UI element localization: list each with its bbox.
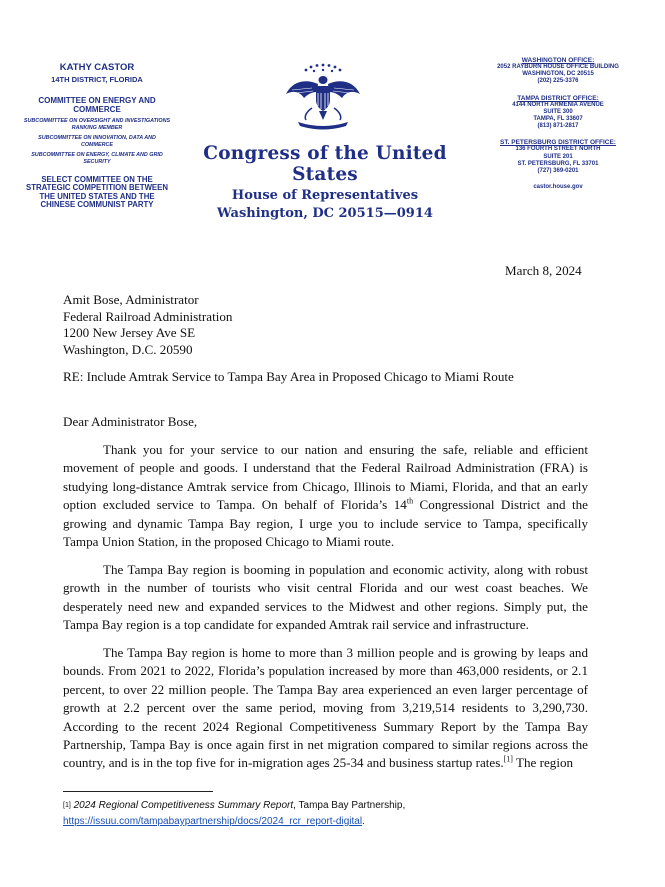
subcommittee-energy: SUBCOMMITTEE ON ENERGY, CLIMATE AND GRID SECURITY (31, 152, 163, 165)
stpete-office-line: (727) 369-0201 (537, 168, 579, 175)
washington-office-heading: WASHINGTON OFFICE: (521, 57, 595, 64)
footnote-reference[interactable]: [1] (503, 755, 513, 765)
letterhead-title (170, 143, 480, 221)
tampa-office-heading: TAMPA DISTRICT OFFICE: (517, 94, 599, 102)
footnote-divider (63, 791, 213, 792)
washington-office-line: WASHINGTON, DC 20515 (522, 71, 594, 78)
member-district: 14TH DISTRICT, FLORIDA (51, 75, 143, 84)
footnote-source: , Tampa Bay Partnership, (293, 800, 406, 811)
ordinal-superscript: th (406, 496, 414, 506)
salutation: Dear Administrator Bose, (63, 414, 198, 429)
paragraph-2: The Tampa Bay region is booming in population and economic activity, along with robust growth in the number of tourists who visit central Florida and our west coast beaches. We desperately need new and expanded services to the Midwest and other regions. Simply put, the Tampa Bay region is a top candidate for expanded Amtrak rail service and infrastructure. (63, 562, 588, 633)
stpete-office-heading: ST. PETERSBURG DISTRICT OFFICE: (500, 139, 616, 147)
subject-line: RE: Include Amtrak Service to Tampa Bay Area in Proposed Chicago to Miami Route (63, 369, 514, 384)
congress-title: Congress of the United States (203, 143, 447, 185)
paragraph-text: The Tampa Bay region is home to more than 3 million people and is growing by leaps and bounds. From 2021 to 2022, Florida’s population increased by more than 463,000 residents, or 2.1 percent, to over 22 million people. The Tampa Bay area experienced an even larger percentage of growth at 2.2 percent over the same period, moving from 3,219,514 residents to 3,290,730. According to the recent 2024 Regional Competitiveness Summary Report by the Tampa Bay Partnership, Tampa Bay is once again first in net migration compared to similar regions across the country, and is in the top five for in-migration ages 25-34 and business startup rates. (63, 645, 588, 771)
tampa-office-line: (813) 871-2817 (537, 123, 579, 130)
footnote-trail: . (362, 816, 365, 827)
house-title: House of Representatives (231, 188, 419, 203)
footnote (63, 798, 593, 830)
paragraph-3 (63, 644, 588, 773)
paragraph-1 (63, 441, 588, 551)
recipient-line: Washington, D.C. 20590 (63, 341, 193, 357)
letter-date: March 8, 2024 (505, 263, 582, 278)
stpete-office-line: SUITE 201 (543, 153, 573, 160)
subcommittee-oversight: SUBCOMMITTEE ON OVERSIGHT AND INVESTIGATIONS RANKING MEMBER (23, 118, 171, 131)
tampa-office-line: TAMPA, FL 33607 (533, 116, 583, 123)
recipient-address (63, 292, 232, 358)
washington-address-title: Washington, DC 20515—0914 (217, 206, 433, 221)
washington-office-line: 2052 RAYBURN HOUSE OFFICE BUILDING (497, 64, 619, 70)
stpete-office-line: ST. PETERSBURG, FL 33701 (517, 160, 599, 167)
select-committee: SELECT COMMITTEE ON THE STRATEGIC COMPETITION BETWEEN THE UNITED STATES AND THE CHINESE COMMUNIST PARTY (26, 174, 168, 210)
member-name: KATHY CASTOR (59, 62, 135, 73)
footnote-link[interactable]: https://issuu.com/tampabaypartnership/docs/2024_rcr_report-digital (63, 816, 363, 827)
recipient-line: 1200 New Jersey Ave SE (63, 325, 196, 340)
website: castor.house.gov (533, 184, 583, 191)
paragraph-text: The region (512, 755, 574, 771)
member-info-column (22, 62, 172, 210)
stpete-office-line: 136 FOURTH STREET NORTH (515, 146, 601, 153)
footnote-title: 2024 Regional Competitiveness Summary Report (73, 800, 294, 811)
recipient-line: Amit Bose, Administrator (63, 292, 199, 307)
paragraph-text: Congressional District and the growing and dynamic Tampa Bay region, I urge you to include service to Tampa, specifically Tampa Union Station, in the proposed Chicago to Miami route. (63, 497, 588, 550)
tampa-office-line: SUITE 300 (543, 108, 573, 115)
committee-name: COMMITTEE ON ENERGY AND COMMERCE (38, 96, 156, 114)
tampa-office-line: 4144 NORTH ARMENIA AVENUE (512, 101, 604, 108)
subcommittee-innovation: SUBCOMMITTEE ON INNOVATION, DATA AND COMMERCE (38, 135, 156, 148)
washington-office-line: (202) 225-3376 (537, 78, 579, 85)
recipient-line: Federal Railroad Administration (63, 308, 233, 324)
eagle-seal-icon (282, 62, 364, 132)
footnote-number: [1] (63, 802, 71, 809)
offices-column (478, 57, 638, 190)
paragraph-text: Thank you for your service to our nation and ensuring the safe, reliable and efficient movement of people and goods. I understand that the Federal Railroad Administration (FRA) is studying long-distance Amtrak service from Chicago, Illinois to Miami, Florida, and that an early option excluded service to Tampa. On behalf of Florida’s 14 (63, 442, 588, 513)
